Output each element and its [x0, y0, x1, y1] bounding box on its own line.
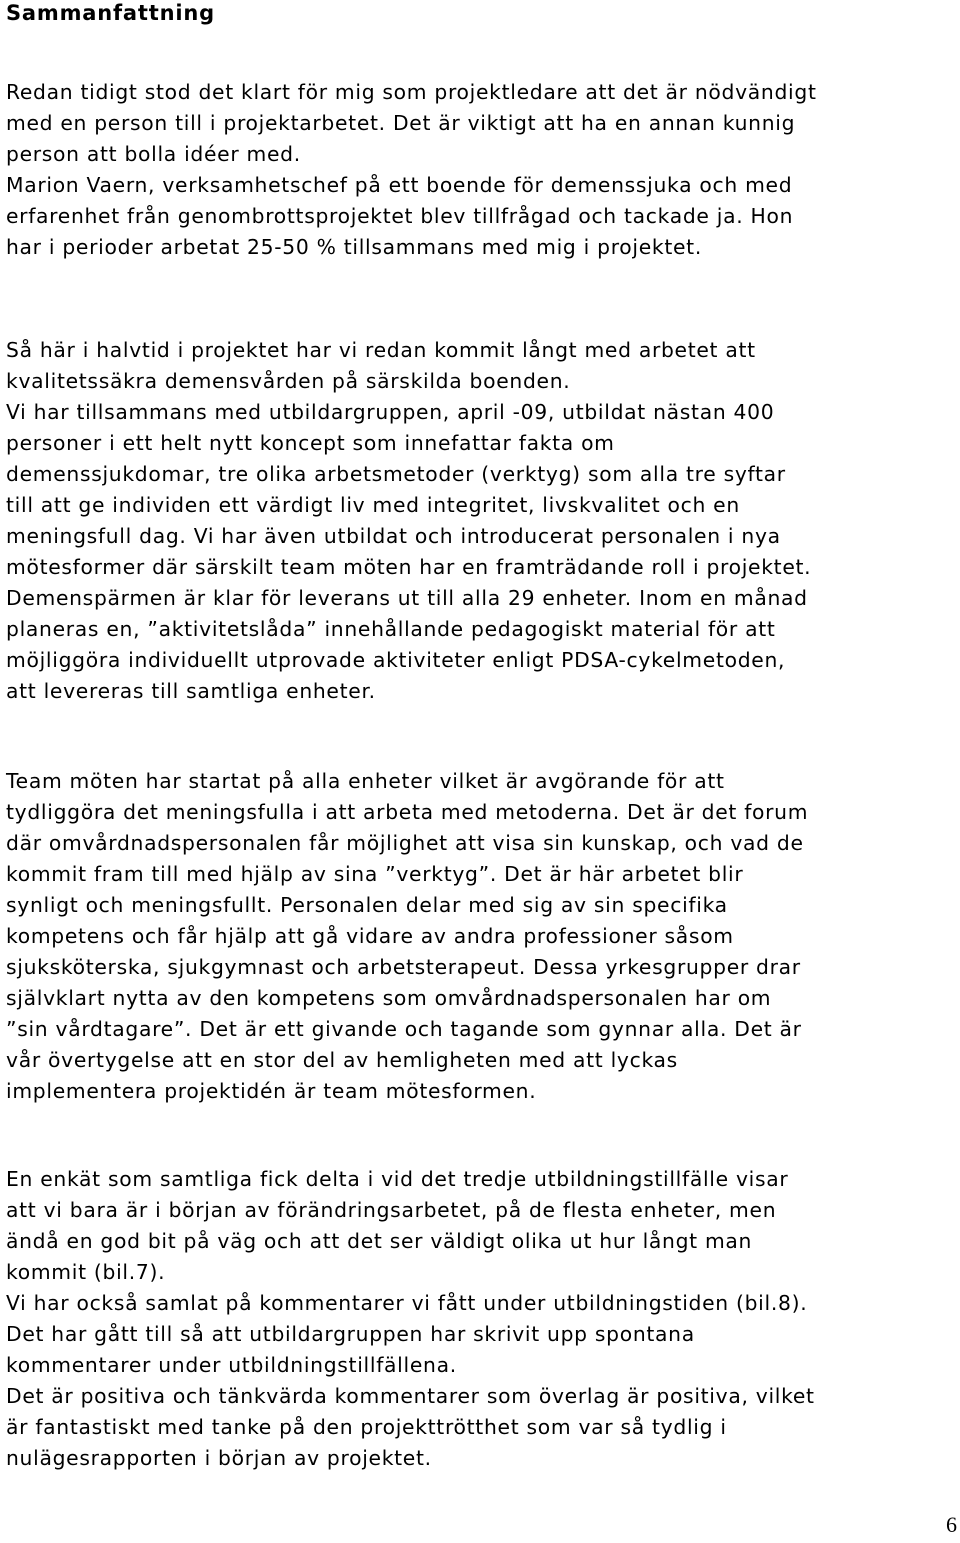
section-heading: Sammanfattning: [6, 1, 215, 25]
paragraph-project-partner: Redan tidigt stod det klart för mig som projektledare att det är nödvändigt med en person till i projektarbetet. Det är viktigt att ha en annan kunnig person att bolla idéer med. Marion Vaern, verksamhetschef på ett boende för demenssjuka och med erfarenhet från genombrottsprojektet blev tillfrågad och tackade ja. Hon har i perioder arbetat 25-50 % tillsammans med mig i projektet.: [6, 80, 817, 259]
paragraph-team-meetings: Team möten har startat på alla enheter vilket är avgörande för att tydliggöra det meningsfulla i att arbeta med metoderna. Det är det forum där omvårdnadspersonalen får möjlighet att visa sin kunskap, och vad de kommit fram till med hjälp av sina ”verktyg”. Det är här arbetet blir synligt och meningsfullt. Personalen delar med sig av sin specifika kompetens och får hjälp att gå vidare av andra professioner såsom sjuksköterska, sjukgymnast och arbetsterapeut. Dessa yrkesgrupper drar självklart nytta av den kompetens som omvårdnadspersonalen har om ”sin vårdtagare”. Det är ett givande och tagande som gynnar alla. Det är vår övertygelse att en stor del av hemligheten med att lyckas implementera projektidén är team mötesformen.: [6, 769, 809, 1103]
page-number: 6: [946, 1512, 957, 1537]
paragraph-halfway-progress: Så här i halvtid i projektet har vi redan kommit långt med arbetet att kvalitetssäkra demensvården på särskilda boenden. Vi har tillsammans med utbildargruppen, april -09, utbildat nästan 400 personer i ett helt nytt koncept som innefattar fakta om demenssjukdomar, tre olika arbetsmetoder (verktyg) som alla tre syftar till att ge individen ett värdigt liv med integritet, livskvalitet och en meningsfull dag. Vi har även utbildat och introducerat personalen i nya mötesformer där särskilt team möten har en framträdande roll i projektet. Demenspärmen är klar för leverans ut till alla 29 enheter. Inom en månad planeras en, ”aktivitetslåda” innehållande pedagogiskt material för att möjliggöra individuellt utprovade aktiviteter enligt PDSA-cykelmetoden, att levereras till samtliga enheter.: [6, 338, 812, 703]
paragraph-survey-comments: En enkät som samtliga fick delta i vid det tredje utbildningstillfälle visar att vi bara är i början av förändringsarbetet, på de flesta enheter, men ändå en god bit på väg och att det ser väldigt olika ut hur långt man kommit (bil.7). Vi har också samlat på kommentarer vi fått under utbildningstiden (bil.8). Det har gått till så att utbildargruppen har skrivit upp spontana kommentarer under utbildningstillfällena. Det är positiva och tänkvärda kommentarer som överlag är positiva, vilket är fantastiskt med tanke på den projekttrötthet som var så tydlig i nulägesrapporten i början av projektet.: [6, 1167, 815, 1470]
